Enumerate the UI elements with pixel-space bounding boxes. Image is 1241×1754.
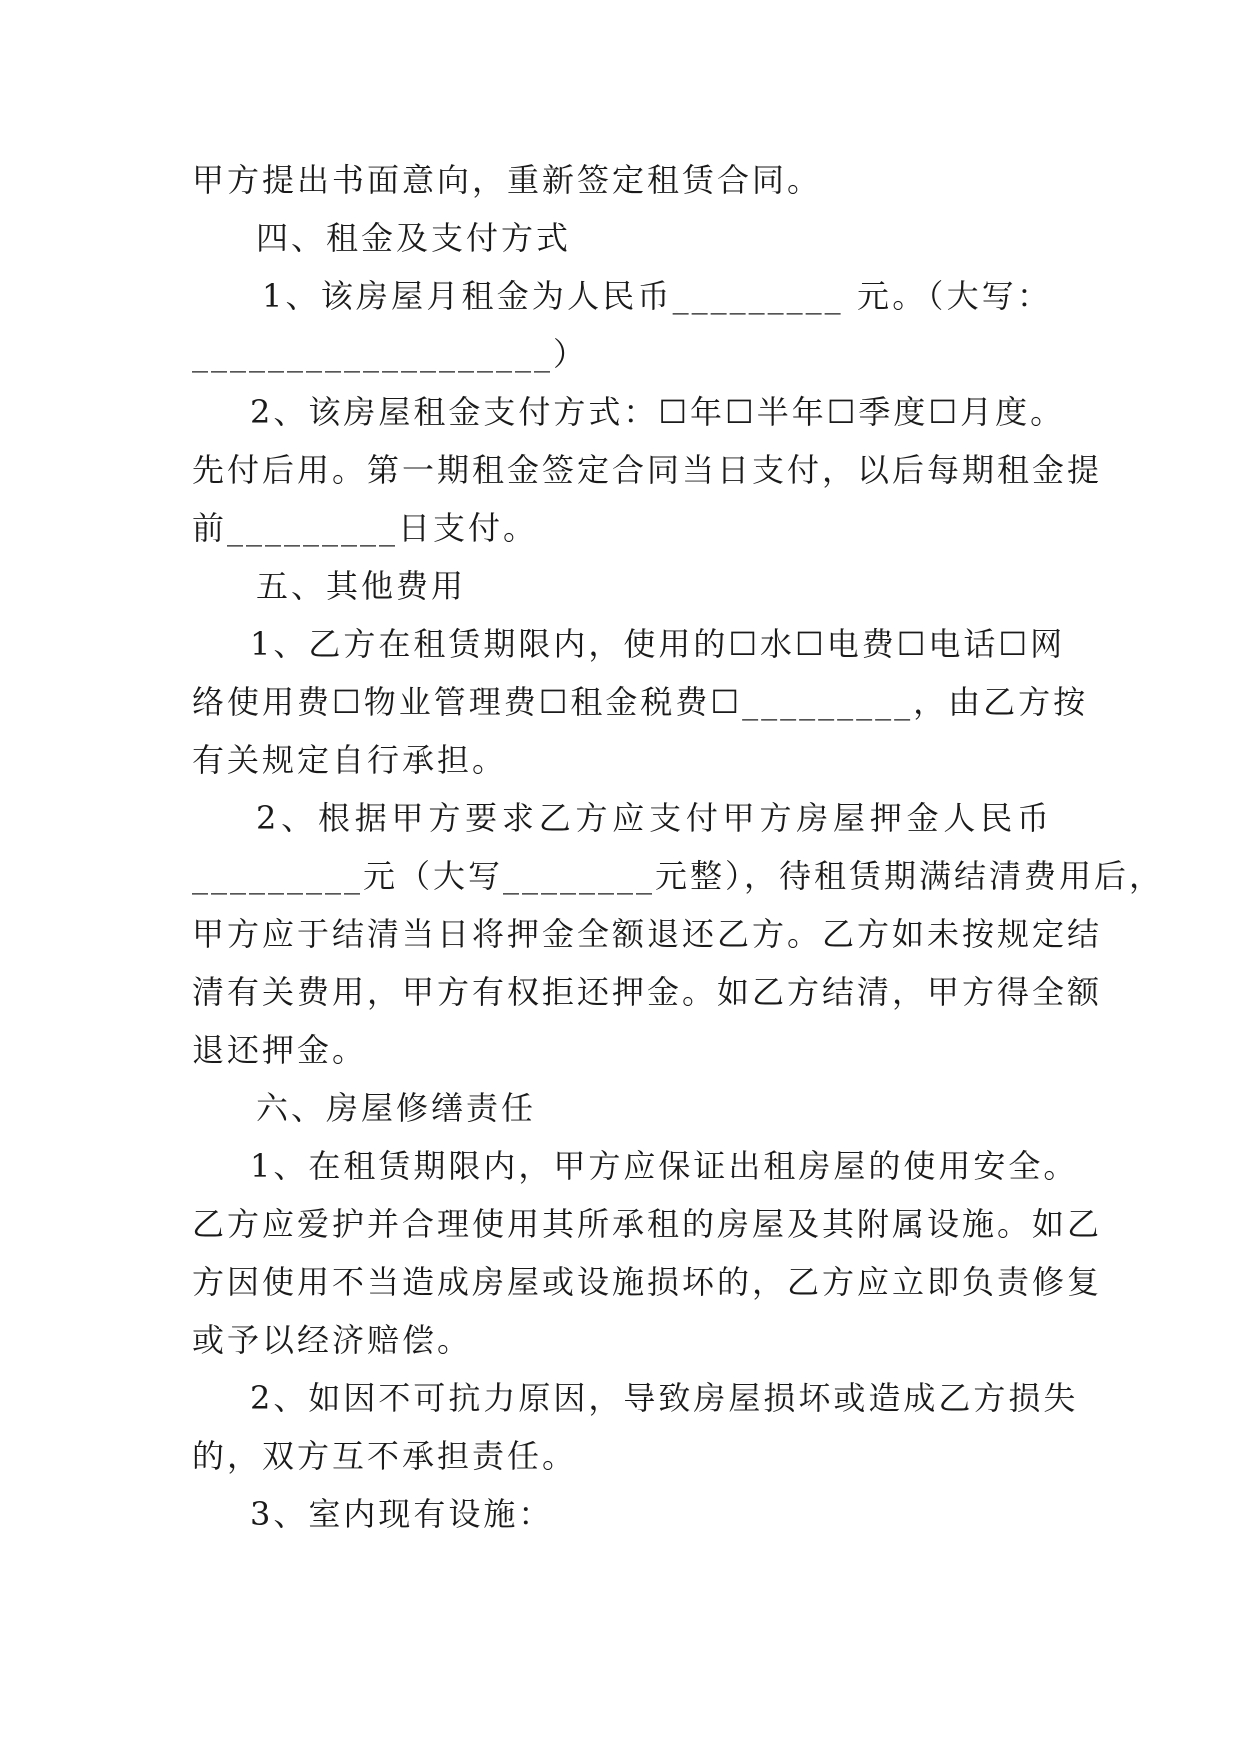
text-line: 1、在租赁期限内，甲方应保证出租房屋的使用安全。 [250,1147,1079,1185]
text-line: 3、室内现有设施： [250,1495,554,1533]
text-line: 或予以经济赔偿。 [192,1321,473,1359]
text-line: 乙方应爱护并合理使用其所承租的房屋及其附属设施。如乙 [192,1205,1103,1243]
section-heading: 四、租金及支付方式 [256,219,572,257]
text-line: 甲方应于结清当日将押金全额退还乙方。乙方如未按规定结 [192,915,1103,953]
text-line: 2、如因不可抗力原因，导致房屋损坏或造成乙方损失 [250,1379,1079,1417]
text-line: 络使用费☐物业管理费☐租金税费☐_________，由乙方按 [192,683,1089,721]
text-line: 方因使用不当造成房屋或设施损坏的，乙方应立即负责修复 [192,1263,1103,1301]
text-line: 先付后用。第一期租金签定合同当日支付，以后每期租金提 [192,451,1103,489]
text-line: 1、乙方在租赁期限内，使用的☐水☐电费☐电话☐网 [250,625,1066,663]
text-line: 有关规定自行承担。 [192,741,508,779]
text-line: 退还押金。 [192,1031,368,1069]
text-line: 的，双方互不承担责任。 [192,1437,578,1475]
text-line: 甲方提出书面意向，重新签定租赁合同。 [192,161,823,199]
text-line: 清有关费用，甲方有权拒还押金。如乙方结清，甲方得全额 [192,973,1103,1011]
text-line: 2、根据甲方要求乙方应支付甲方房屋押金人民币 [256,799,1052,837]
text-line: 前_________日支付。 [192,509,539,547]
text-line: ___________________） [192,335,589,373]
text-line: 2、该房屋租金支付方式：☐年☐半年☐季度☐月度。 [250,393,1066,431]
section-heading: 五、其他费用 [256,567,467,605]
text-line: 1、该房屋月租金为人民币_________ 元。（大写： [262,277,1052,315]
text-line: _________元（大写________元整），待租赁期满结清费用后， [192,857,1165,895]
section-heading: 六、房屋修缮责任 [256,1089,537,1127]
